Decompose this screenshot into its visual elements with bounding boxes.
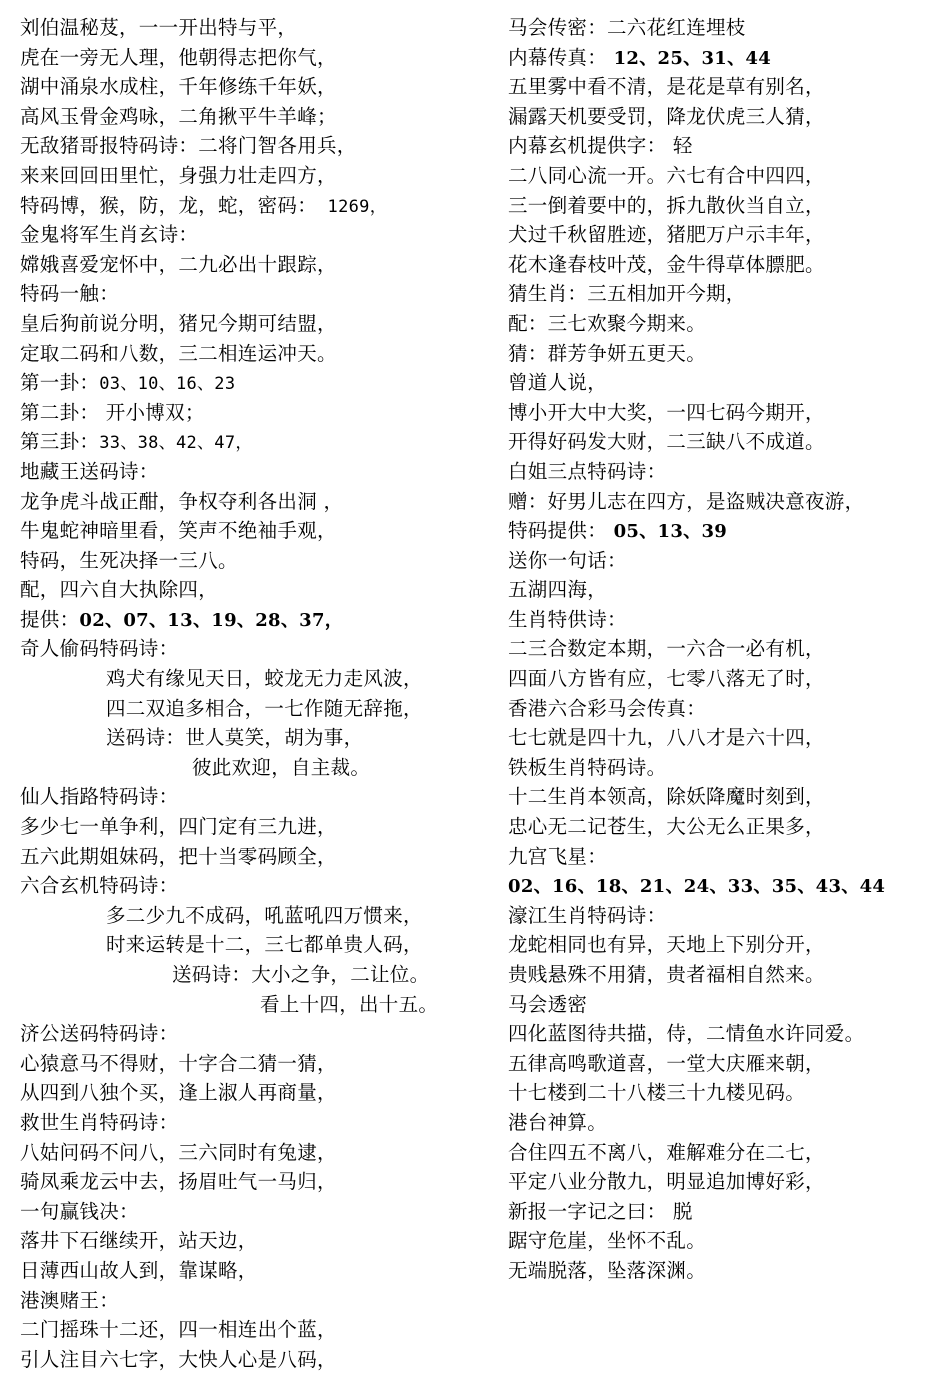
right-text-line: [508, 1108, 933, 1138]
right-text-line: [508, 871, 933, 901]
right-text-line: [508, 842, 933, 872]
right-text-line: [508, 1167, 933, 1197]
line-text: 落井下石继续开，站天边，: [20, 1229, 258, 1253]
left-text-line: [20, 753, 490, 783]
left-text-line: [20, 487, 490, 517]
line-text: 六合玄机特码诗：: [20, 874, 179, 898]
left-text-line: [20, 161, 490, 191]
right-text-line: [508, 782, 933, 812]
right-text-line: [508, 191, 933, 221]
left-text-line: [20, 990, 490, 1020]
line-text: 九宫飞星：: [508, 844, 608, 868]
line-text: 踞守危崖，坐怀不乱。: [508, 1229, 707, 1253]
line-text: 多少七一单争利，四门定有三九进，: [20, 815, 337, 839]
right-text-line: [508, 546, 933, 576]
right-text-line: [508, 487, 933, 517]
right-text-line: [508, 250, 933, 280]
line-text: 虎在一旁无人理，他朝得志把你气，: [20, 45, 337, 69]
line-text: 内幕玄机提供字： 轻: [508, 134, 693, 158]
right-text-line: [508, 664, 933, 694]
line-text: 合住四五不离八，难解难分在二七，: [508, 1140, 825, 1164]
left-text-line: [20, 102, 490, 132]
left-text-line: [20, 901, 490, 931]
line-text: 十七楼到二十八楼三十九楼见码。: [508, 1081, 806, 1105]
line-text: 猜生肖：三五相加开今期，: [508, 282, 746, 306]
left-text-line: [20, 131, 490, 161]
line-text: 特码提供：: [508, 519, 608, 543]
line-text: 忠心无二记苍生，大公无么正果多，: [508, 815, 825, 839]
line-text: 多二少九不成码，吼蓝吼四万惯来，: [106, 903, 423, 927]
left-text-line: [20, 1226, 490, 1256]
line-text: 十二生肖本领高，除妖降魔时刻到，: [508, 785, 825, 809]
line-text: 送码诗：世人莫笑，胡为事，: [106, 726, 364, 750]
left-text-line: [20, 309, 490, 339]
left-text-line: [20, 1315, 490, 1345]
line-text: 博小开大中大奖，一四七码今期开，: [508, 400, 825, 424]
line-text: 心猿意马不得财，十字合二猜一猜，: [20, 1051, 337, 1075]
line-text: 济公送码特码诗：: [20, 1022, 179, 1046]
left-text-line: [20, 1286, 490, 1316]
line-text: 五里雾中看不清，是花是草有别名，: [508, 75, 825, 99]
left-text-line: [20, 575, 490, 605]
left-text-line: [20, 279, 490, 309]
right-text-line: [508, 1019, 933, 1049]
line-text: 特码一触：: [20, 282, 120, 306]
right-text-line: [508, 1138, 933, 1168]
right-text-line: [508, 1049, 933, 1079]
line-text: 猜：群芳争妍五更天。: [508, 341, 707, 365]
right-text-line: [508, 605, 933, 635]
left-text-line: [20, 1138, 490, 1168]
line-text: 第一卦：: [20, 371, 100, 395]
line-text: 湖中涌泉水成柱，千年修练千年妖，: [20, 75, 337, 99]
line-text: 犬过千秋留胜迹，猪肥万户示丰年，: [508, 223, 825, 247]
left-text-line: [20, 1256, 490, 1286]
line-text: 五湖四海，: [508, 578, 608, 602]
line-text: 贵贱悬殊不用猜，贵者福相自然来。: [508, 963, 825, 986]
line-text: 二八同心流一开。六七有合中四四，: [508, 163, 825, 187]
line-text: 引人注目六七字，大快人心是八码，: [20, 1347, 337, 1371]
line-text: 地藏王送码诗：: [20, 459, 159, 483]
left-text-line: [20, 960, 490, 990]
line-text: 赠：好男儿志在四方，是盗贼决意夜游，: [508, 489, 865, 513]
line-text: 香港六合彩马会传真：: [508, 696, 707, 720]
line-text: 四面八方皆有应，七零八落无了时，: [508, 667, 825, 691]
line-text: 平定八业分散九，明显追加博好彩，: [508, 1170, 825, 1194]
right-text-line: [508, 220, 933, 250]
left-text-line: [20, 191, 490, 221]
right-text-line: [508, 72, 933, 102]
line-text: 仙人指路特码诗：: [20, 785, 179, 809]
right-text-line: [508, 339, 933, 369]
right-text-line: [508, 161, 933, 191]
left-text-line: [20, 1108, 490, 1138]
left-text-line: [20, 723, 490, 753]
line-numbers: 02、16、18、21、24、33、35、43、44: [508, 876, 886, 898]
line-text: 送你一句话：: [508, 548, 627, 572]
line-text: 配：三七欢聚今期来。: [508, 311, 707, 335]
left-text-line: [20, 1167, 490, 1197]
line-text: 无敌猪哥报特码诗：二将门智各用兵，: [20, 134, 357, 158]
left-text-line: [20, 457, 490, 487]
right-text-line: [508, 131, 933, 161]
line-text: 二门摇珠十二还，四一相连出个蓝，: [20, 1318, 337, 1342]
right-text-line: [508, 1226, 933, 1256]
line-text: 内幕传真：: [508, 45, 608, 69]
line-text: 高风玉骨金鸡咏，二角揪平牛羊峰；: [20, 104, 337, 128]
right-text-line: [508, 575, 933, 605]
line-text: 来来回回田里忙，身强力壮走四方，: [20, 163, 337, 187]
line-text: 嫦娥喜爱宠怀中，二九必出十跟踪，: [20, 252, 337, 276]
right-text-line: [508, 753, 933, 783]
line-text: 濠江生肖特码诗：: [508, 903, 667, 927]
left-text-line: [20, 427, 490, 457]
line-text: 配，四六自大执除四，: [20, 578, 219, 602]
line-text: 金鬼将军生肖玄诗：: [20, 223, 199, 247]
line-numbers: 33、38、42、47，: [99, 433, 253, 454]
line-text: 无端脱落，坠落深渊。: [508, 1258, 707, 1282]
right-text-line: [508, 930, 933, 960]
left-text-line: [20, 398, 490, 428]
line-text: 从四到八独个买，逢上淑人再商量，: [20, 1081, 337, 1105]
right-text-line: [508, 398, 933, 428]
line-text: 定取二码和八数，三二相连运冲天。: [20, 341, 337, 365]
line-text: 港台神算。: [508, 1110, 608, 1134]
line-text: 新报一字记之曰： 脱: [508, 1199, 693, 1223]
line-text: 日薄西山故人到，靠谋略，: [20, 1258, 258, 1282]
line-numbers: 03、10、16、23: [99, 374, 236, 395]
right-text-line: [508, 901, 933, 931]
line-text: 四化蓝图待共描，侍，二情鱼水许同爱。: [508, 1022, 865, 1046]
line-text: 一句赢钱决：: [20, 1199, 139, 1223]
line-text: 马会透密: [508, 992, 588, 1016]
line-text: 特码，生死决择一三八。: [20, 548, 238, 572]
line-text: 铁板生肖特码诗。: [508, 755, 667, 779]
left-column: [20, 13, 490, 1374]
line-text: 龙蛇相同也有异，天地上下别分开，: [508, 933, 825, 957]
left-text-line: [20, 842, 490, 872]
left-text-line: [20, 13, 490, 43]
line-text: 五六此期姐妹码，把十当零码顾全，: [20, 844, 337, 868]
line-text: 刘伯温秘芨，一一开出特与平，: [20, 16, 298, 39]
right-text-line: [508, 812, 933, 842]
left-text-line: [20, 1078, 490, 1108]
line-text: 时来运转是十二，三七都单贵人码，: [106, 933, 423, 957]
line-text: 马会传密：二六花红连埋枝: [508, 16, 746, 39]
right-text-line: [508, 990, 933, 1020]
right-text-line: [508, 1197, 933, 1227]
line-text: 鸡犬有缘见天日，蛟龙无力走风波，: [106, 667, 423, 691]
line-text: 生肖特供诗：: [508, 607, 627, 631]
left-text-line: [20, 782, 490, 812]
right-text-line: [508, 309, 933, 339]
left-text-line: [20, 664, 490, 694]
left-text-line: [20, 1197, 490, 1227]
line-text: 白姐三点特码诗：: [508, 459, 667, 483]
left-text-line: [20, 516, 490, 546]
right-text-line: [508, 13, 933, 43]
left-text-line: [20, 72, 490, 102]
line-text: 曾道人说，: [508, 371, 608, 395]
right-text-line: [508, 43, 933, 73]
line-text: 花木逢春枝叶茂，金牛得草体膘肥。: [508, 252, 825, 276]
line-text: 港澳赌王：: [20, 1288, 120, 1312]
left-text-line: [20, 546, 490, 576]
line-text: 五律高鸣歌道喜，一堂大庆雁来朝，: [508, 1051, 825, 1075]
right-text-line: [508, 960, 933, 990]
line-text: 救世生肖特码诗：: [20, 1110, 179, 1134]
line-text: 彼此欢迎，自主裁。: [192, 755, 371, 779]
right-text-line: [508, 368, 933, 398]
left-text-line: [20, 368, 490, 398]
line-numbers: 02、07、13、19、28、37，: [79, 609, 344, 631]
line-text: 八姑问码不问八，三六同时有兔逮，: [20, 1140, 337, 1164]
line-text: 骑凤乘龙云中去，扬眉吐气一马归，: [20, 1170, 337, 1194]
left-text-line: [20, 605, 490, 635]
left-text-line: [20, 871, 490, 901]
line-text: 看上十四，出十五。: [260, 992, 439, 1016]
line-text: 牛鬼蛇神暗里看，笑声不绝袖手观，: [20, 519, 337, 543]
left-text-line: [20, 1049, 490, 1079]
line-text: 第三卦：: [20, 430, 100, 454]
line-text: 二三合数定本期，一六合一必有机，: [508, 637, 825, 661]
right-text-line: [508, 427, 933, 457]
right-text-line: [508, 457, 933, 487]
right-text-line: [508, 1256, 933, 1286]
right-text-line: [508, 1078, 933, 1108]
line-text: 龙争虎斗战正酣，争权夺利各出洞 ，: [20, 489, 344, 513]
left-text-line: [20, 1345, 490, 1375]
left-text-line: [20, 339, 490, 369]
left-text-line: [20, 43, 490, 73]
left-text-line: [20, 694, 490, 724]
line-text: 三一倒着要中的，拆九散伙当自立，: [508, 193, 825, 217]
line-numbers: 12、25、31、44: [607, 47, 772, 69]
line-text: 提供：: [20, 607, 80, 631]
right-text-line: [508, 723, 933, 753]
line-text: 奇人偷码特码诗：: [20, 637, 179, 661]
right-text-line: [508, 102, 933, 132]
line-numbers: 1269，: [317, 196, 387, 217]
left-text-line: [20, 930, 490, 960]
line-text: 送码诗：大小之争，二让位。: [172, 963, 430, 986]
line-text: 特码博，猴，防，龙，蛇，密码：: [20, 193, 318, 217]
right-column: [508, 13, 933, 1286]
left-text-line: [20, 250, 490, 280]
line-text: 第二卦： 开小博双；: [20, 400, 205, 424]
left-text-line: [20, 812, 490, 842]
right-text-line: [508, 279, 933, 309]
left-text-line: [20, 1019, 490, 1049]
line-text: 四二双追多相合，一七作随无辞拖，: [106, 696, 423, 720]
left-text-line: [20, 220, 490, 250]
right-text-line: [508, 694, 933, 724]
line-text: 皇后狗前说分明，猪兄今期可结盟，: [20, 311, 337, 335]
line-text: 七七就是四十九，八八才是六十四，: [508, 726, 825, 750]
right-text-line: [508, 516, 933, 546]
line-text: 漏露天机要受罚，降龙伏虎三人猜，: [508, 104, 825, 128]
right-text-line: [508, 634, 933, 664]
line-text: 开得好码发大财，二三缺八不成道。: [508, 430, 825, 454]
left-text-line: [20, 634, 490, 664]
line-numbers: 05、13、39: [607, 521, 728, 543]
